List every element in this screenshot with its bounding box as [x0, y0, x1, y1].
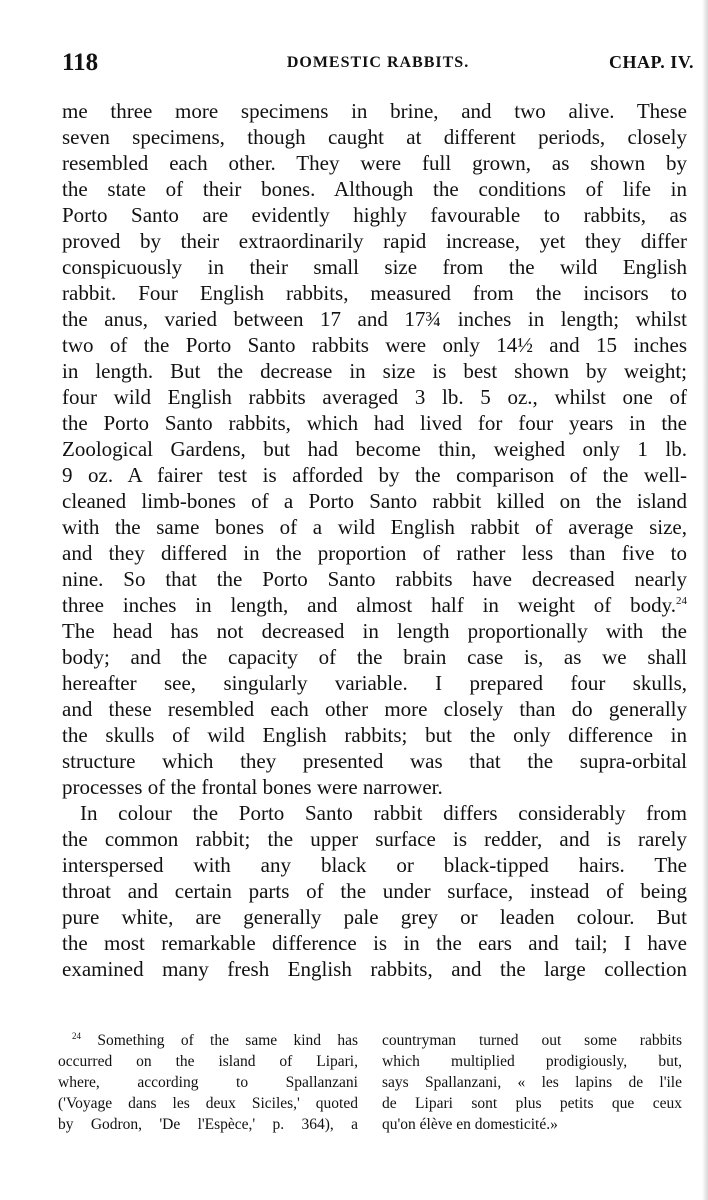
text-line: seven specimens, though caught at different periods, closely — [62, 125, 687, 149]
text-line: 9 oz. A fairer test is afforded by the comparison of the well- — [62, 463, 687, 487]
page-edge-shadow — [702, 0, 708, 1200]
text-line: resembled each other. They were full grown, as shown by — [62, 151, 687, 175]
text-line: with the same bones of a wild English rabbit of average size, — [62, 515, 687, 539]
paragraph-start-line: In colour the Porto Santo rabbit differs considerably from — [80, 801, 687, 825]
text-line: rabbit. Four English rabbits, measured from the incisors to — [62, 281, 687, 305]
running-head — [62, 46, 694, 80]
footnote-marker: 24 — [72, 1030, 81, 1041]
running-title: DOMESTIC RABBITS. — [286, 54, 470, 71]
text-line: four wild English rabbits averaged 3 lb. 5 oz., whilst one of — [62, 385, 687, 409]
text-line-with-footnote-ref — [62, 592, 687, 618]
footnote-line: says Spallanzani, « les lapins de l'ile — [382, 1074, 682, 1091]
paragraph-end-line: processes of the frontal bones were narrower. — [62, 775, 443, 799]
chapter-mark: CHAP. IV. — [608, 52, 694, 72]
text-line: throat and certain parts of the under surface, instead of being — [62, 879, 687, 903]
footnotes — [58, 1030, 688, 1150]
text-line: the Porto Santo rabbits, which had lived for four years in the — [62, 411, 687, 435]
footnote-column-right — [382, 1030, 682, 1135]
footnote-reference: 24 — [676, 595, 687, 607]
footnote-line: which multiplied prodigiously, but, — [382, 1053, 682, 1070]
text-line: interspersed with any black or black-tipped hairs. The — [62, 853, 687, 877]
text-line: the skulls of wild English rabbits; but the only difference in — [62, 723, 687, 747]
footnote-line: occurred on the island of Lipari, — [58, 1053, 358, 1070]
text-line: hereafter see, singularly variable. I prepared four skulls, — [62, 671, 687, 695]
text-line: The head has not decreased in length proportionally with the — [62, 619, 687, 643]
text-line: cleaned limb-bones of a Porto Santo rabbit killed on the island — [62, 489, 687, 513]
text-line: Zoological Gardens, but had become thin, weighed only 1 lb. — [62, 437, 687, 461]
page-number: 118 — [62, 49, 99, 76]
footnote-line: by Godron, 'De l'Espèce,' p. 364), a — [58, 1116, 358, 1133]
text-line: conspicuously in their small size from the wild English — [62, 255, 687, 279]
footnote-column-left — [58, 1030, 358, 1135]
text-line: the anus, varied between 17 and 17¾ inches in length; whilst — [62, 307, 687, 331]
footnote-line: ('Voyage dans les deux Siciles,' quoted — [58, 1095, 358, 1112]
text-line: Porto Santo are evidently highly favourable to rabbits, as — [62, 203, 687, 227]
footnote-line: countryman turned out some rabbits — [382, 1032, 682, 1049]
footnote-line: de Lipari sont plus petits que ceux — [382, 1095, 682, 1112]
text-line: pure white, are generally pale grey or leaden colour. But — [62, 905, 687, 929]
footnote-line: where, according to Spallanzani — [58, 1074, 358, 1091]
text-line: in length. But the decrease in size is best shown by weight; — [62, 359, 687, 383]
text-line: examined many fresh English rabbits, and the large collection — [62, 957, 687, 981]
footnote-line: qu'on élève en domesticité.» — [382, 1116, 558, 1133]
text-line: structure which they presented was that the supra-orbital — [62, 749, 687, 773]
text-line: and they differed in the proportion of rather less than five to — [62, 541, 687, 565]
text-line: two of the Porto Santo rabbits were only 14½ and 15 inches — [62, 333, 687, 357]
text-line: and these resembled each other more closely than do generally — [62, 697, 687, 721]
text-line-content: three inches in length, and almost half in weight of body. — [62, 593, 676, 617]
text-line: the common rabbit; the upper surface is redder, and is rarely — [62, 827, 687, 851]
text-line: nine. So that the Porto Santo rabbits have decreased nearly — [62, 567, 687, 591]
footnote-line-content: Something of the same kind has — [97, 1032, 358, 1049]
body-text — [62, 98, 687, 982]
text-line: me three more specimens in brine, and two alive. These — [62, 99, 687, 123]
text-line: body; and the capacity of the brain case is, as we shall — [62, 645, 687, 669]
text-line: proved by their extraordinarily rapid increase, yet they differ — [62, 229, 687, 253]
text-line: the most remarkable difference is in the ears and tail; I have — [62, 931, 687, 955]
footnote-first-line — [58, 1030, 358, 1051]
text-line: the state of their bones. Although the conditions of life in — [62, 177, 687, 201]
